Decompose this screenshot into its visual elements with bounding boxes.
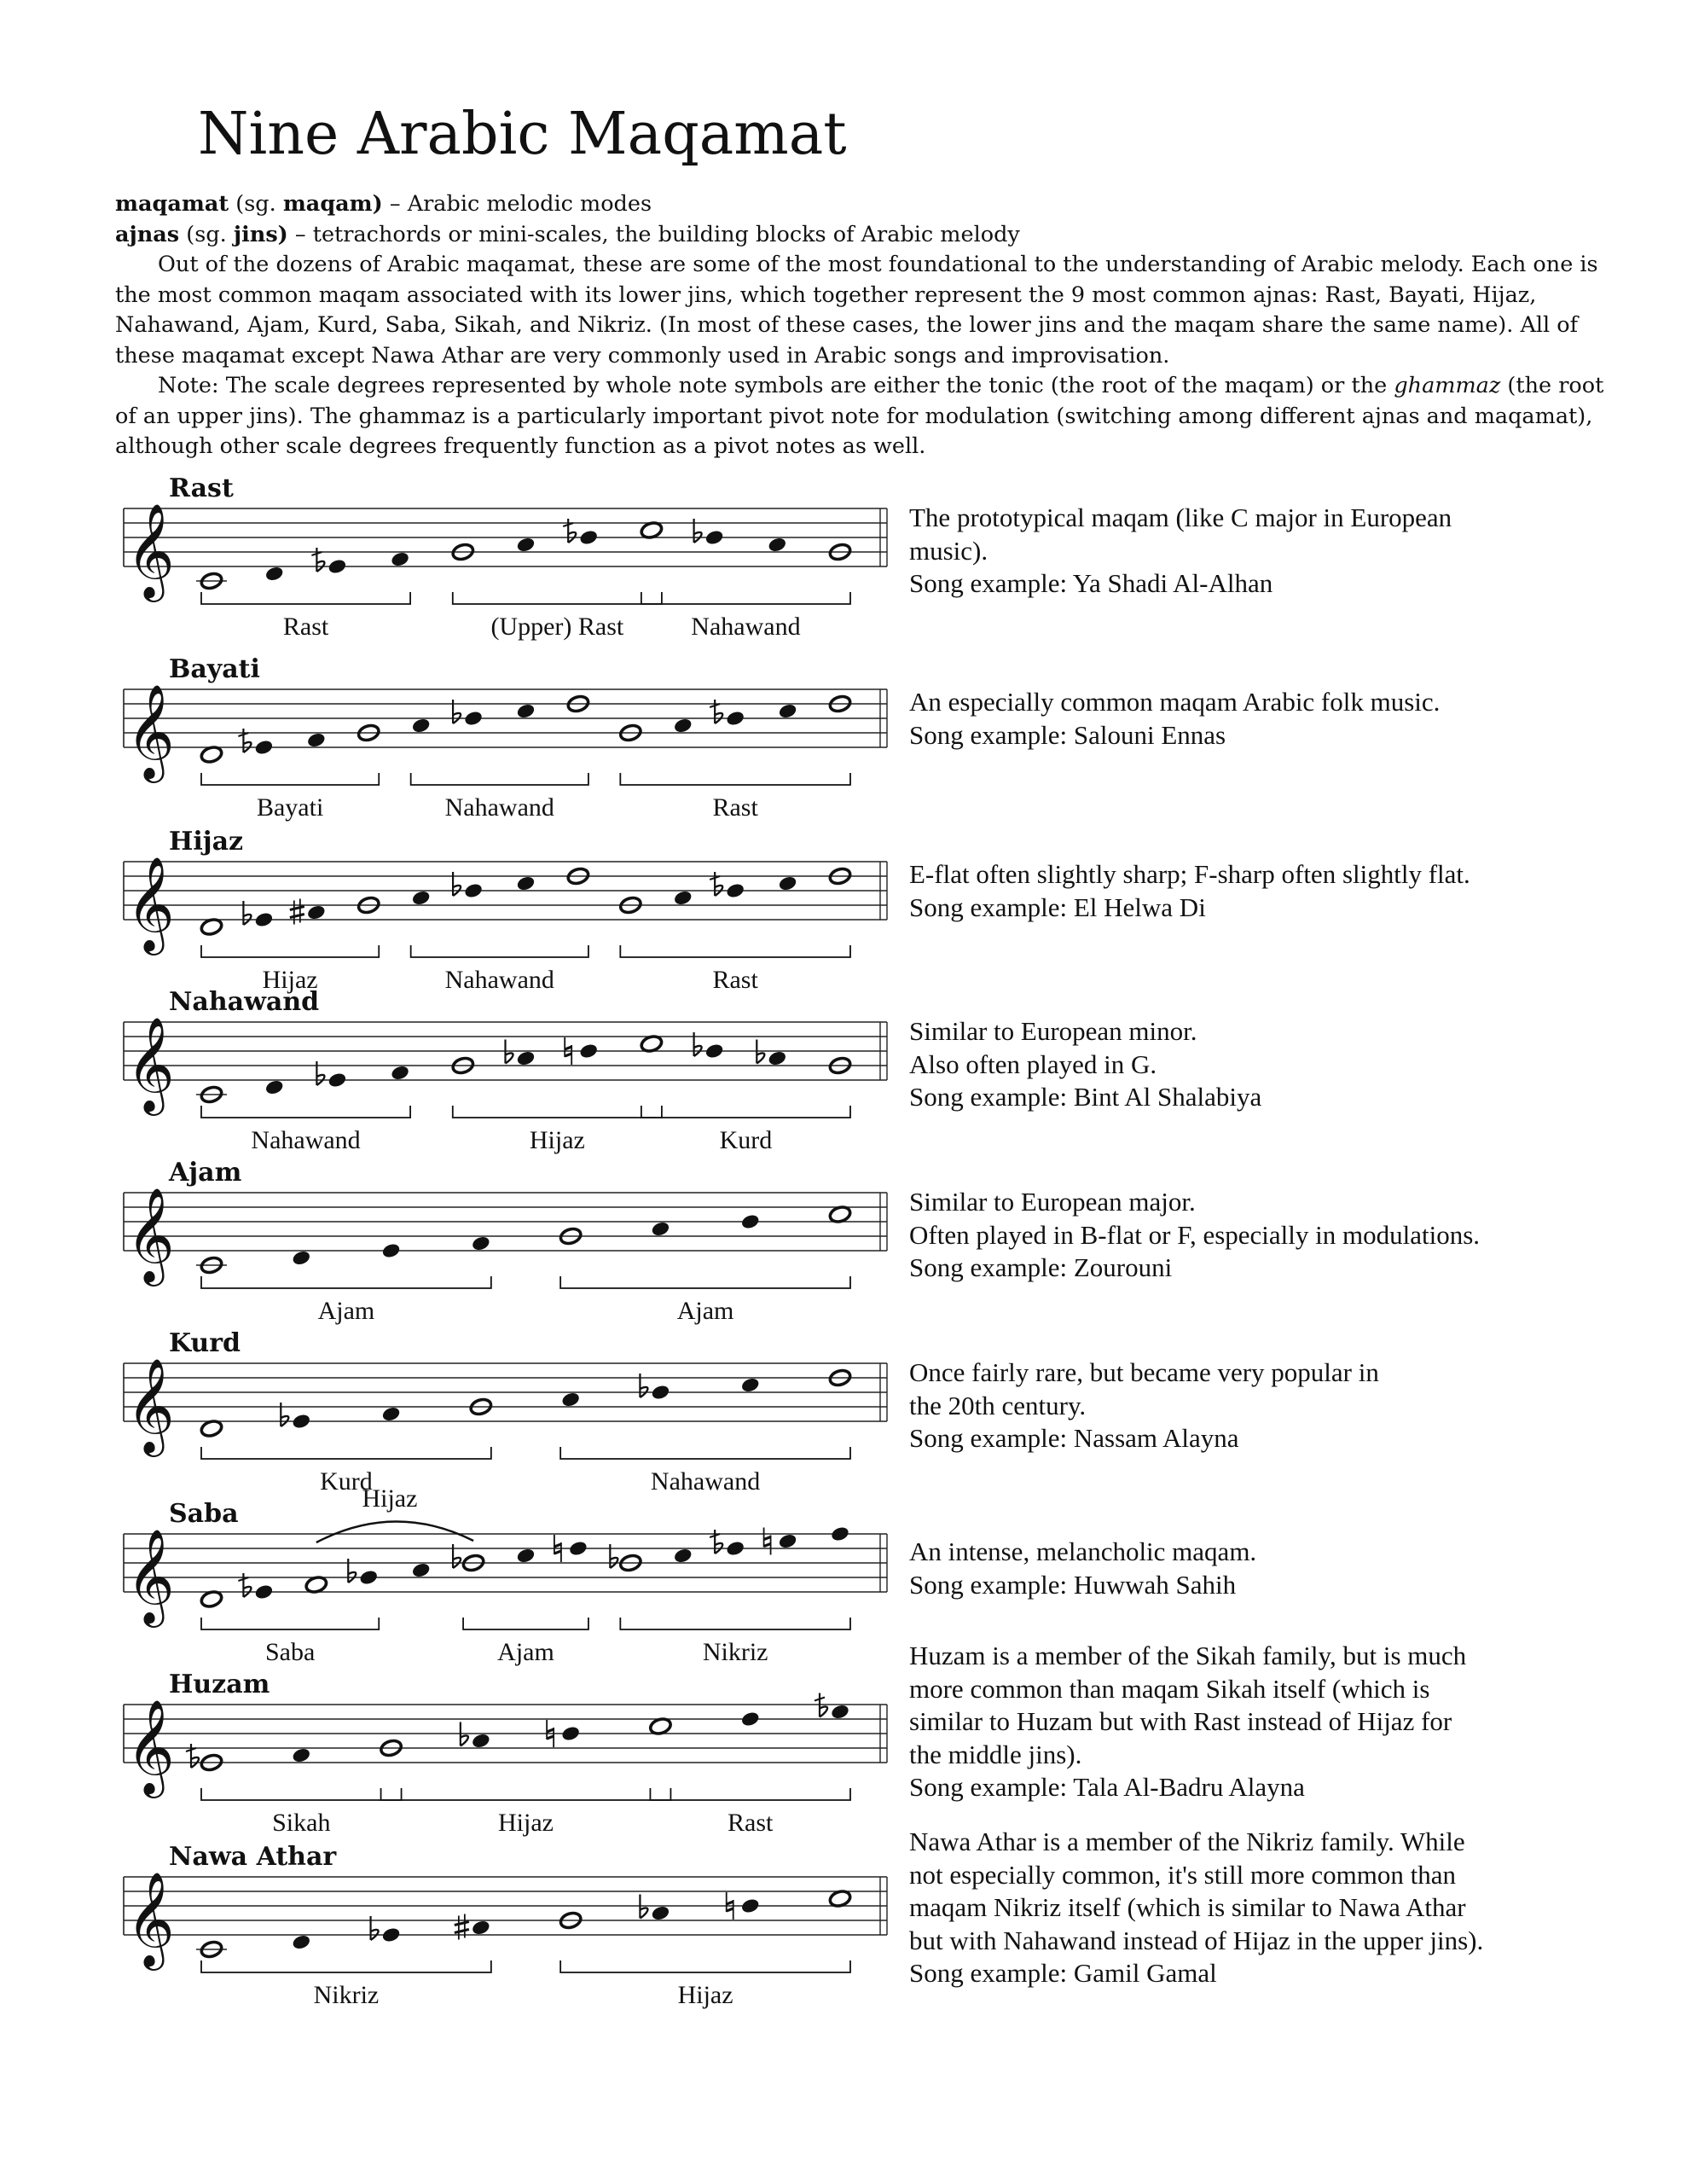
flat-sign [694, 1032, 702, 1056]
jins-bracket [201, 1960, 491, 2009]
maqam-name: Huzam [169, 1670, 270, 1699]
jins-bracket [463, 1618, 588, 1666]
note-head [506, 1040, 536, 1067]
jins-label: Rast [282, 613, 329, 641]
flat-sign [453, 872, 461, 896]
note-head [830, 1525, 850, 1542]
flat-sign [348, 1559, 356, 1583]
staff-nahawand [124, 987, 887, 1154]
jins-label: Nahawand [444, 793, 554, 822]
jins-bracket [201, 592, 410, 641]
jins-bracket [453, 1106, 662, 1154]
note-head [390, 550, 410, 567]
note-head [264, 1078, 285, 1095]
note-head [740, 1213, 761, 1230]
jins-bracket [201, 1618, 379, 1666]
note-head [516, 1547, 536, 1564]
jins-label: (Upper) Rast [490, 613, 624, 641]
description-rast: The prototypical maqam (like C major in European music). Song example: Ya Shadi Al-Alhan [909, 502, 1452, 598]
note-head [264, 565, 285, 582]
jins-label: Nahawand [251, 1126, 361, 1154]
whole-note [196, 1085, 227, 1105]
jins-label: Nikriz [702, 1638, 768, 1666]
note-paragraph: Note: The scale degrees represented by whole note symbols are either the tonic (the root of the maqam) or the ghammaz (the root of an upper jins). The ghammaz is a particularly important pivot note for modulation (switching among different ajnas and maqamat), although other scale degrees frequently function as a pivot notes as well. [115, 373, 1604, 459]
treble-clef-icon: 𝄞 [126, 683, 175, 779]
note-head [764, 1528, 798, 1555]
jins-bracket [560, 1447, 850, 1496]
note-head [673, 889, 693, 906]
jins-label: Nikriz [313, 1981, 380, 2009]
description-ajam: Similar to European major. Often played in B-flat or F, especially in modulations. Song example: Zourouni [909, 1187, 1481, 1282]
maqam-name: Nahawand [169, 987, 320, 1017]
half-flat-sign [710, 872, 722, 896]
note-head [411, 717, 432, 734]
treble-clef-icon: 𝄞 [126, 1187, 175, 1282]
jins-label: Hijaz [677, 1981, 733, 2009]
note-head [516, 536, 536, 553]
whole-note [196, 1940, 227, 1960]
note-head [740, 1376, 761, 1393]
jins-bracket [560, 1276, 850, 1325]
note-head [291, 1933, 311, 1950]
flat-sign [281, 1403, 288, 1426]
jins-label: Ajam [676, 1297, 734, 1325]
half-flat-sign [238, 1573, 251, 1597]
maqam-name: Bayati [169, 654, 260, 684]
jins-label: Nahawand [650, 1467, 761, 1496]
note-head [767, 536, 787, 553]
half-flat-sign [238, 729, 251, 752]
jins-label: Hijaz [262, 966, 318, 994]
whole-note [196, 1256, 227, 1275]
treble-clef-icon: 𝄞 [126, 1699, 175, 1794]
treble-clef-icon: 𝄞 [126, 1528, 175, 1623]
treble-clef-icon: 𝄞 [126, 502, 175, 598]
jins-label: Bayati [256, 793, 324, 822]
flat-sign [453, 1544, 461, 1568]
note-head [516, 874, 536, 892]
description-nahawand: Similar to European minor. Also often played in G. Song example: Bint Al Shalabiya [909, 1016, 1262, 1112]
treble-clef-icon: 𝄞 [126, 1357, 175, 1453]
note-head [778, 702, 798, 719]
definition-maqamat: maqamat (sg. maqam) – Arabic melodic modes [115, 191, 652, 217]
note-head [306, 731, 327, 748]
maqam-name: Kurd [169, 1328, 241, 1358]
half-flat-sign [186, 1744, 199, 1768]
jins-label: Ajam [497, 1638, 554, 1666]
jins-bracket [650, 1788, 850, 1837]
note-head [455, 1914, 491, 1940]
jins-bracket [201, 1788, 402, 1837]
intro-paragraph: Out of the dozens of Arabic maqamat, these are some of the most foundational to the understanding of Arabic melody. Each one is the most common maqam associated with its lower jins, which together represent the 9 most common ajnas: Rast, Bayati, Hijaz, Nahawand, Ajam, Kurd, Saba, Sikah, and Nikriz. (In most of these cases, the lower jins and the maqam share the same name). All of these maqamat except Nawa Athar are very commonly used in Arabic songs and improvisation. [115, 252, 1598, 369]
note-head [673, 717, 693, 734]
maqam-name: Hijaz [169, 827, 244, 857]
staff-saba [124, 1484, 887, 1666]
natural-sign [764, 1528, 771, 1555]
maqam-name: Ajam [169, 1158, 242, 1188]
note-head [516, 702, 536, 719]
half-flat-sign [710, 1530, 722, 1554]
note-head [381, 1242, 402, 1259]
description-bayati: An especially common maqam Arabic folk music. Song example: Salouni Ennas [909, 687, 1441, 750]
note-head [411, 1561, 432, 1578]
jins-label: Kurd [719, 1126, 773, 1154]
note-head [673, 1547, 693, 1564]
staff-ajam [124, 1158, 887, 1325]
staff-kurd [124, 1328, 887, 1496]
treble-clef-icon: 𝄞 [126, 856, 175, 951]
jins-label: Nahawand [691, 613, 801, 641]
half-flat-sign [563, 519, 576, 543]
upper-jins-label: Hijaz [362, 1484, 418, 1513]
note-head [411, 889, 432, 906]
note-head [640, 1895, 670, 1922]
jins-bracket [201, 773, 379, 822]
note-head [291, 1746, 311, 1763]
staff-nawa-athar [124, 1842, 887, 2009]
flat-sign [371, 1916, 379, 1940]
treble-clef-icon: 𝄞 [126, 1871, 175, 1966]
jins-label: Ajam [317, 1297, 375, 1325]
note-head [560, 1391, 581, 1408]
jins-bracket [201, 1447, 491, 1496]
flat-sign [243, 901, 251, 925]
jins-bracket [560, 1960, 850, 2009]
jins-bracket [411, 773, 588, 822]
description-saba: An intense, melancholic maqam. Song example: Huwwah Sahih [909, 1536, 1257, 1600]
note-head [291, 1249, 311, 1266]
jins-label: Hijaz [529, 1126, 585, 1154]
note-head [815, 1693, 850, 1721]
jins-bracket [453, 592, 662, 641]
description-kurd: Once fairly rare, but became very popular in the 20th century. Song example: Nassam Alayna [909, 1357, 1379, 1453]
half-flat-sign [311, 548, 324, 572]
jins-bracket [620, 1618, 850, 1666]
jins-bracket [411, 945, 588, 994]
jins-label: Kurd [320, 1467, 373, 1496]
definition-ajnas: ajnas (sg. jins) – tetrachords or mini-scales, the building blocks of Arabic melody [115, 221, 1020, 247]
staff-rast [124, 473, 887, 641]
maqam-name: Rast [169, 473, 234, 503]
description-nawa-athar: Nawa Athar is a member of the Nikriz family. While not especially common, it's still more common than maqam Nikriz itself (which is similar to Nawa Athar but with Nahawand instead of Hijaz in the upper jins). Song example: Gamil Gamal [909, 1827, 1484, 1988]
jins-bracket [641, 1106, 850, 1154]
jins-label: Rast [712, 966, 758, 994]
flat-sign [640, 1374, 647, 1397]
note-head [381, 1405, 402, 1422]
jins-bracket [381, 1788, 671, 1837]
jins-label: Nahawand [444, 966, 554, 994]
jins-label: Rast [712, 793, 758, 822]
note-head [290, 899, 327, 925]
jins-label: Sikah [272, 1809, 331, 1837]
staff-hijaz [124, 827, 887, 994]
jins-label: Rast [728, 1809, 774, 1837]
description-huzam: Huzam is a member of the Sikah family, but is much more common than maqam Sikah itself (which is similar to Huzam but with Rast instead of Hijaz for the middle jins). Song example: Tala Al-Badru Alayna [909, 1641, 1467, 1802]
sharp-sign [290, 899, 304, 925]
flat-sign [453, 700, 461, 723]
jins-bracket [201, 1276, 491, 1325]
jins-label: Saba [264, 1638, 316, 1666]
jins-label: Hijaz [498, 1809, 554, 1837]
note-head [461, 1722, 491, 1750]
whole-note [196, 572, 227, 591]
sharp-sign [455, 1914, 469, 1940]
flat-sign [610, 1544, 617, 1568]
jins-bracket [201, 1106, 410, 1154]
half-flat-sign [710, 700, 722, 723]
staff-bayati [124, 654, 887, 822]
maqam-name: Nawa Athar [169, 1842, 337, 1872]
treble-clef-icon: 𝄞 [126, 1016, 175, 1112]
jins-bracket [641, 592, 850, 641]
jins-bracket [620, 773, 850, 822]
description-hijaz: E-flat often slightly sharp; F-sharp often slightly flat. Song example: El Helwa Di [909, 859, 1470, 922]
note-head [471, 1234, 491, 1252]
note-head [778, 874, 798, 892]
note-head [757, 1040, 787, 1067]
flat-sign [694, 519, 702, 543]
page-title: Nine Arabic Maqamat [198, 101, 847, 168]
note-head [390, 1064, 410, 1081]
note-head [740, 1711, 761, 1728]
staff-huzam [124, 1670, 887, 1837]
flat-sign [316, 1061, 324, 1085]
jins-bracket [620, 945, 850, 994]
note-head [651, 1220, 671, 1237]
maqam-name: Saba [169, 1499, 239, 1529]
